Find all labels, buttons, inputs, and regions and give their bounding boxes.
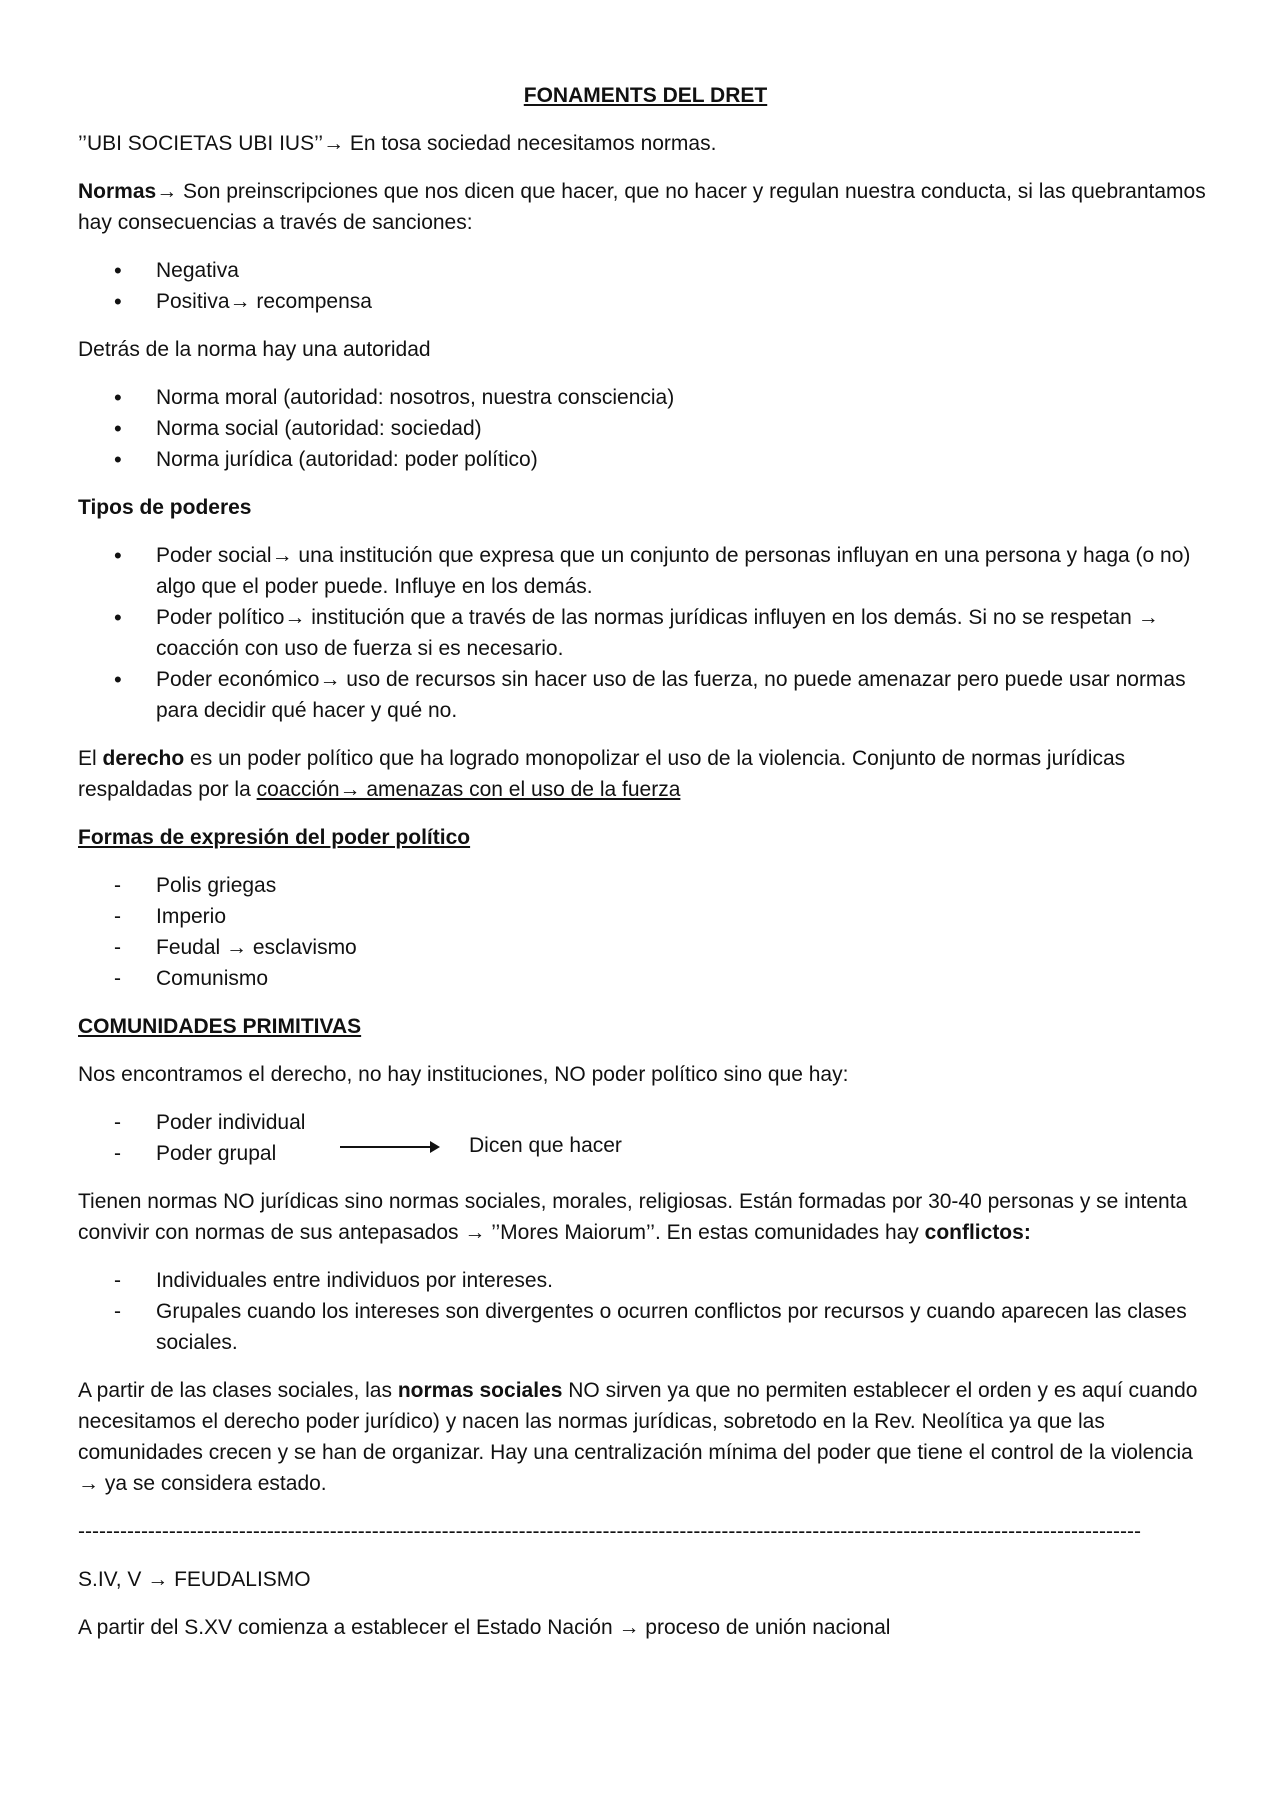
conflictos-list	[78, 1265, 1213, 1358]
right-arrow-icon	[340, 1146, 432, 1148]
normas-text: Son preinscripciones que nos dicen que hacer, que no hacer y regulan nuestra conducta, si las quebrantamos hay consecuencias a través de sanciones:	[78, 180, 1206, 234]
document-content	[78, 80, 1213, 1660]
comunidades-intro: Nos encontramos el derecho, no hay instituciones, NO poder político sino que hay:	[78, 1063, 849, 1086]
list-item-text: recompensa	[250, 290, 372, 313]
clases-pre: A partir de las clases sociales, las	[78, 1379, 398, 1402]
poder-name: Poder político	[156, 606, 285, 629]
intro-paragraph	[78, 128, 1213, 159]
list-item-text: Grupales cuando los intereses son divergentes o ocurren conflictos por recursos y cuando aparecen las clases sociales.	[156, 1300, 1187, 1354]
dash-icon: -	[114, 1142, 121, 1165]
list-item	[78, 664, 1213, 726]
poder-tipos-list	[78, 1107, 1213, 1169]
list-item	[78, 1296, 1213, 1358]
poder-diagram	[78, 1107, 1213, 1169]
list-item	[78, 540, 1213, 602]
list-item	[78, 286, 1213, 317]
autoridad-intro: Detrás de la norma hay una autoridad	[78, 338, 431, 361]
formas-heading: Formas de expresión del poder político	[78, 826, 471, 849]
arrow-icon: →	[229, 290, 251, 313]
arrow-icon: →	[284, 606, 306, 629]
derecho-underlined: coacción→ amenazas con el uso de la fuerza	[256, 778, 681, 801]
list-item-text: institución que a través de las normas jurídicas influyen en los demás. Si no se respetan → coacción con uso de fuerza si es necesario.	[156, 606, 1159, 660]
conflictos-term: conflictos:	[924, 1221, 1031, 1244]
list-item-text: Norma social (autoridad: sociedad)	[156, 417, 482, 440]
dash-icon: -	[114, 1111, 121, 1134]
list-item	[78, 382, 1213, 413]
dash-icon: -	[114, 967, 121, 990]
list-item-text: Norma jurídica (autoridad: poder político)	[156, 448, 538, 471]
list-item	[78, 932, 1213, 963]
normas-sociales-term: normas sociales	[397, 1379, 563, 1402]
bullet-icon: •	[114, 543, 122, 568]
formas-list	[78, 870, 1213, 994]
autoridad-list	[78, 382, 1213, 475]
clases-paragraph	[78, 1375, 1213, 1499]
dash-icon: -	[114, 936, 121, 959]
feudalismo-line: S.IV, V → FEUDALISMO	[78, 1568, 311, 1591]
list-item-text: Comunismo	[156, 967, 269, 990]
arrow-icon: →	[156, 180, 178, 203]
bullet-icon: •	[114, 605, 122, 630]
poder-name: Poder social	[156, 544, 272, 567]
arrow-icon: →	[323, 132, 345, 155]
derecho-text: es un poder político que ha logrado monopolizar el uso de la violencia. Conjunto de normas jurídicas respaldadas por la	[78, 747, 1126, 801]
list-item-text: Negativa	[156, 259, 239, 282]
poder-name: Poder económico	[156, 668, 320, 691]
sanciones-list	[78, 255, 1213, 317]
intro-quote: ’’UBI SOCIETAS UBI IUS’’	[78, 132, 324, 155]
list-item	[78, 963, 1213, 994]
comunidades-heading: COMUNIDADES PRIMITIVAS	[78, 1015, 362, 1038]
list-item	[78, 870, 1213, 901]
normas-paragraph	[78, 176, 1213, 238]
bullet-icon: •	[114, 289, 122, 314]
derecho-term: derecho	[102, 747, 185, 770]
list-item	[78, 1107, 1213, 1138]
list-item	[78, 1138, 1213, 1169]
bullet-icon: •	[114, 416, 122, 441]
list-item-text: Poder grupal	[156, 1142, 277, 1165]
dash-icon: -	[114, 874, 121, 897]
list-item-text: una institución que expresa que un conjunto de personas influyan en una persona y haga (o no) algo que el poder puede. Influye en los demás.	[156, 544, 1191, 598]
estado-nacion-line: A partir del S.XV comienza a establecer el Estado Nación → proceso de unión nacional	[78, 1616, 891, 1639]
arrow-icon: →	[319, 668, 341, 691]
bullet-icon: •	[114, 447, 122, 472]
list-item	[78, 901, 1213, 932]
derecho-pre: El	[78, 747, 103, 770]
dash-icon: -	[114, 905, 121, 928]
bullet-icon: •	[114, 385, 122, 410]
normas-no-juridicas-paragraph	[78, 1186, 1213, 1248]
derecho-paragraph	[78, 743, 1213, 805]
bullet-icon: •	[114, 667, 122, 692]
list-item	[78, 255, 1213, 286]
list-item	[78, 1265, 1213, 1296]
intro-text: En tosa sociedad necesitamos normas.	[344, 132, 717, 155]
diagram-label: Dicen que hacer	[469, 1134, 622, 1157]
bullet-icon: •	[114, 258, 122, 283]
list-item	[78, 602, 1213, 664]
list-item-text: Poder individual	[156, 1111, 306, 1134]
dash-icon: -	[114, 1269, 121, 1292]
list-item	[78, 444, 1213, 475]
list-item-text: Positiva	[156, 290, 230, 313]
arrow-icon: →	[271, 544, 293, 567]
list-item-text: Norma moral (autoridad: nosotros, nuestra consciencia)	[156, 386, 675, 409]
tipos-heading: Tipos de poderes	[78, 496, 252, 519]
page-title: FONAMENTS DEL DRET	[523, 84, 768, 107]
list-item-text: Imperio	[156, 905, 227, 928]
poderes-list	[78, 540, 1213, 726]
list-item	[78, 413, 1213, 444]
normas-term: Normas	[78, 180, 157, 203]
paragraph-text: Tienen normas NO jurídicas sino normas sociales, morales, religiosas. Están formadas por 30-40 personas y se intenta convivir con normas de sus antepasados → ’’Mores Maiorum’’. En estas comunidades hay	[78, 1190, 1188, 1244]
list-item-text: uso de recursos sin hacer uso de las fuerza, no puede amenazar pero puede usar normas para decidir qué hacer y qué no.	[156, 668, 1186, 722]
list-item-text: Feudal → esclavismo	[156, 936, 357, 959]
list-item-text: Individuales entre individuos por intereses.	[156, 1269, 553, 1292]
clases-text: NO sirven ya que no permiten establecer el orden y es aquí cuando necesitamos el derecho poder jurídico) y nacen las normas jurídicas, sobretodo en la Rev. Neolítica ya que las comunidades crecen y se han de organizar. Hay una centralización mínima del poder que tiene el control de la violencia → ya se considera estado.	[78, 1379, 1198, 1495]
list-item-text: Polis griegas	[156, 874, 277, 897]
dash-icon: -	[114, 1300, 121, 1323]
separator-line: --------------------------------------------------------------------------------------------------------------------------------------------------------	[78, 1520, 1141, 1543]
